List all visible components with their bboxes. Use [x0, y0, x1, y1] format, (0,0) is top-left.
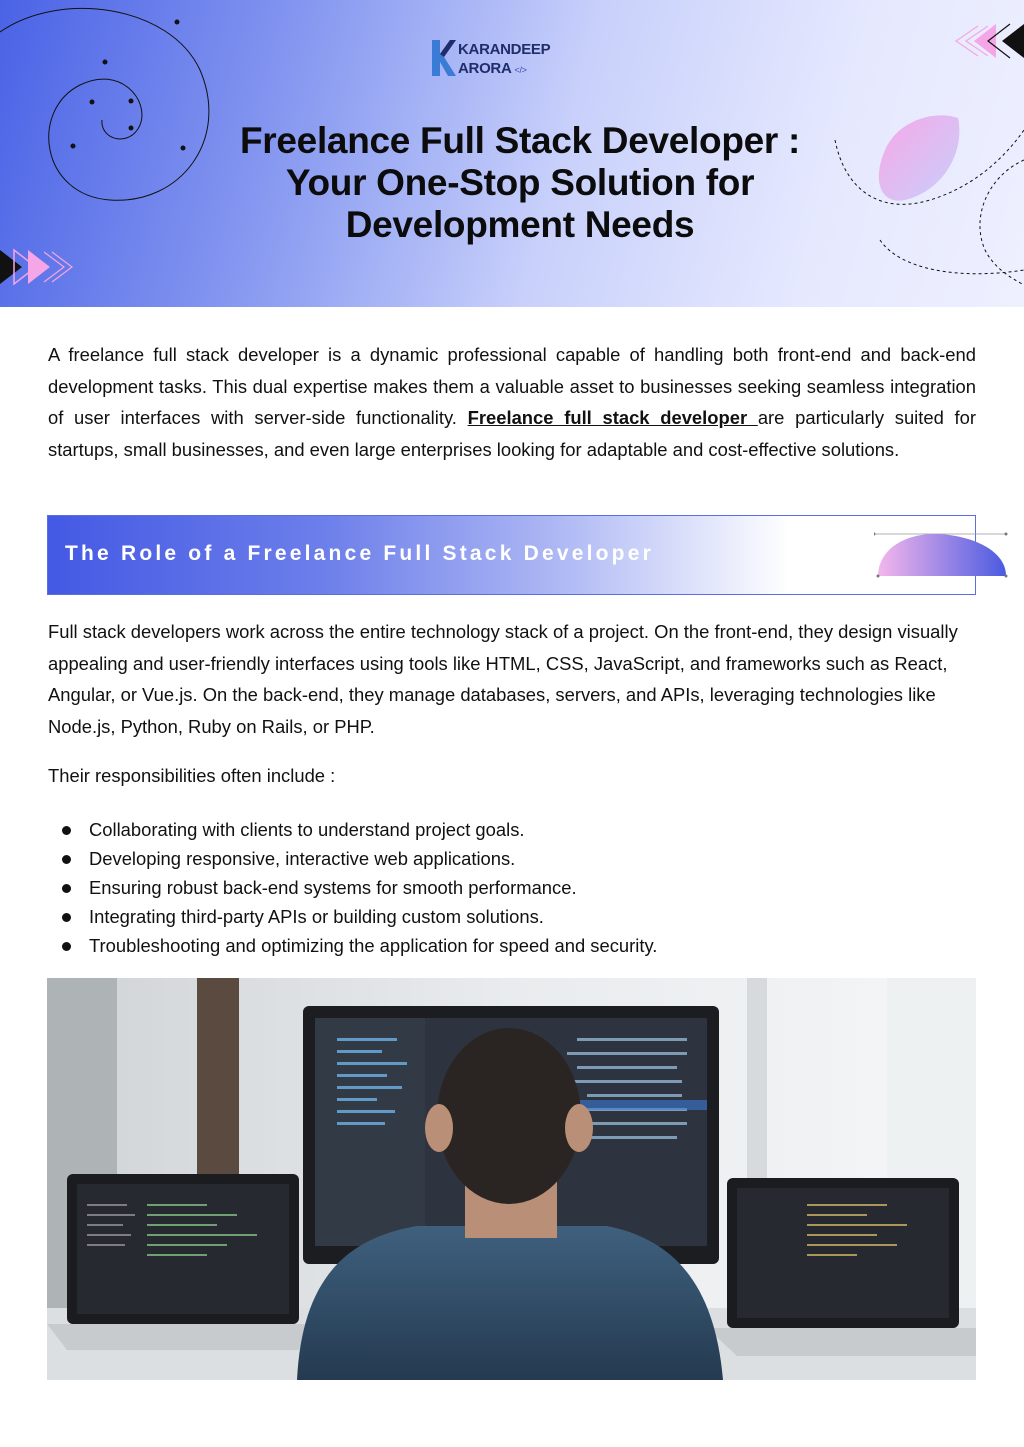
logo-k-icon [430, 38, 456, 78]
title-line-3: Development Needs [345, 204, 695, 245]
bullet-icon [62, 942, 71, 951]
page-title [150, 120, 890, 246]
bullet-icon [62, 826, 71, 835]
leaf-shape [879, 115, 960, 200]
brand-line2: ARORA [458, 60, 512, 77]
title-line-1: Freelance Full Stack Developer : [239, 120, 801, 161]
code-icon: </> [514, 65, 527, 75]
title-line-2: Your One-Stop Solution for [285, 162, 755, 203]
chevron-decoration-right [956, 24, 1024, 58]
role-paragraph: Full stack developers work across the entire technology stack of a project. On the front-end, they design visually appealing and user-friendly interfaces using tools like HTML, CSS, JavaScript, and frameworks such as React, Angular, or Vue.js. On the back-end, they manage databases, servers, and APIs, leveraging technologies like Node.js, Python, Ruby on Rails, or PHP. [48, 621, 958, 737]
responsibilities-list [62, 815, 962, 960]
list-item [62, 931, 962, 960]
brand-logo[interactable] [430, 38, 580, 82]
section-heading: The Role of a Freelance Full Stack Developer [65, 542, 654, 565]
freelance-developer-link[interactable]: Freelance full stack developer [467, 407, 758, 428]
list-item [62, 902, 962, 931]
half-circle-decoration [874, 528, 1014, 584]
brand-name [458, 40, 550, 80]
developer-photo [47, 978, 976, 1380]
chevron-decoration-left [0, 250, 72, 284]
bullet-icon [62, 884, 71, 893]
list-item-text: Integrating third-party APIs or building custom solutions. [89, 906, 544, 927]
list-item-text: Collaborating with clients to understand project goals. [89, 819, 525, 840]
list-item-text: Developing responsive, interactive web applications. [89, 848, 516, 869]
list-item [62, 844, 962, 873]
list-item [62, 873, 962, 902]
brand-line1: KARANDEEP [458, 41, 551, 58]
responsibilities-intro: Their responsibilities often include : [48, 765, 336, 786]
bullet-icon [62, 855, 71, 864]
intro-paragraph [48, 339, 976, 465]
list-item-text: Ensuring robust back-end systems for smooth performance. [89, 877, 577, 898]
developer-at-monitors-illustration [47, 978, 976, 1380]
list-item-text: Troubleshooting and optimizing the application for speed and security. [89, 935, 658, 956]
intro-text-before: A freelance full stack developer is a dynamic professional capable of handling both front-end and back-end development tasks. This dual expertise makes them a valuable asset to businesses seeking seamless integration of user interfaces with server-side functionality. [48, 344, 976, 428]
intro-text-after: are particularly suited for startups, small businesses, and even large enterprises looking for adaptable and cost-effective solutions. [48, 407, 976, 460]
section-heading-banner [47, 515, 976, 595]
header-banner [0, 0, 1024, 307]
bullet-icon [62, 913, 71, 922]
list-item [62, 815, 962, 844]
